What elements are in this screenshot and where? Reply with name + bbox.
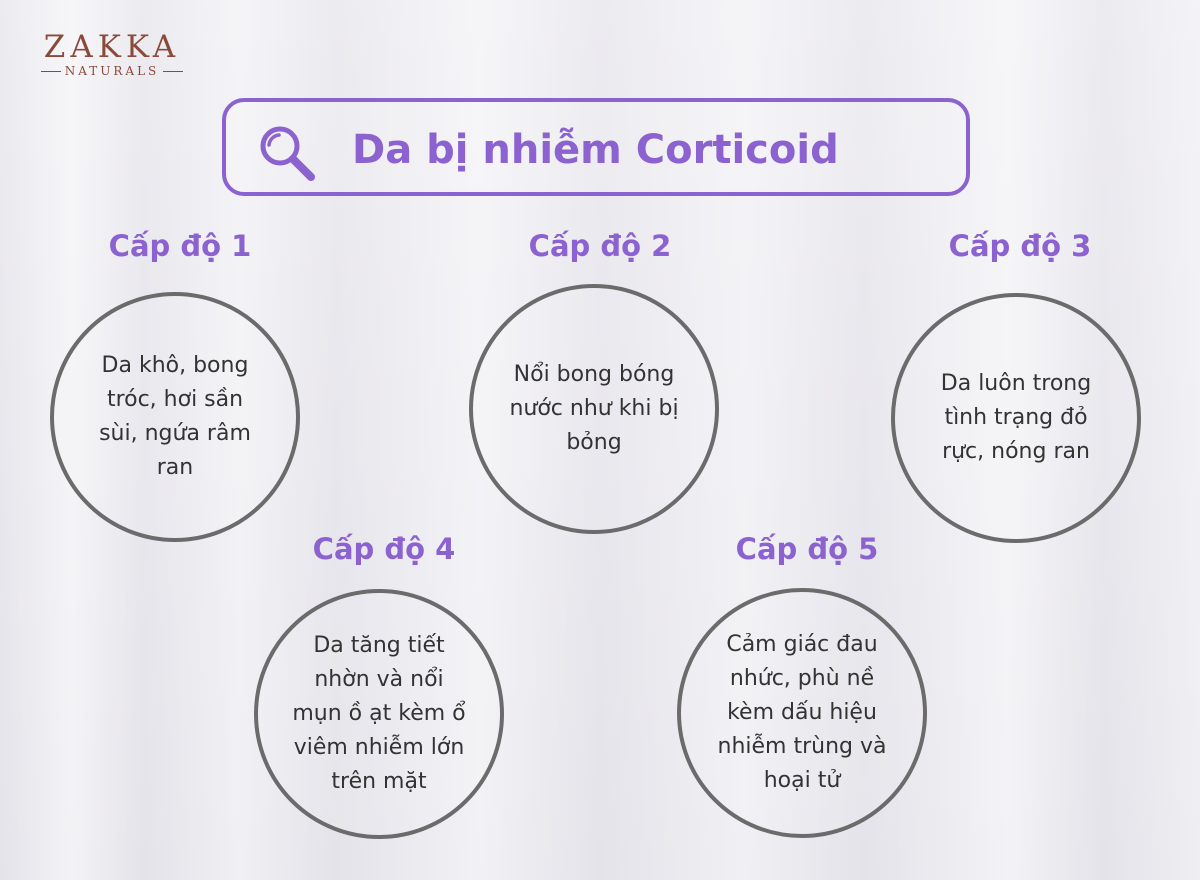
search-icon <box>256 122 318 184</box>
brand-logo <box>28 30 196 78</box>
brand-name: ZAKKA <box>43 29 181 65</box>
level-1-label: Cấp độ 1 <box>108 229 252 263</box>
level-5-label: Cấp độ 5 <box>735 532 879 566</box>
level-4-circle <box>254 589 504 839</box>
level-5-circle <box>677 588 927 838</box>
level-5-description: Cảm giác đau nhức, phù nề kèm dấu hiệu nhiễm trùng và hoại tử <box>717 632 887 793</box>
level-2-circle <box>469 284 719 534</box>
level-2-description: Nổi bong bóng nước như khi bị bỏng <box>509 362 679 455</box>
level-4-description: Da tăng tiết nhờn và nổi mụn ồ ạt kèm ổ viêm nhiễm lớn trên mặt <box>292 633 466 794</box>
level-4-label: Cấp độ 4 <box>312 532 456 566</box>
level-1-circle <box>50 292 300 542</box>
brand-subtitle: NATURALS <box>64 64 160 78</box>
level-3-label: Cấp độ 3 <box>948 229 1092 263</box>
page-title: Da bị nhiễm Corticoid <box>352 127 839 173</box>
title-banner <box>222 98 970 196</box>
level-3-circle <box>891 293 1141 543</box>
brand-divider-right <box>163 71 183 72</box>
brand-subtitle-row <box>28 64 196 78</box>
level-3-description: Da luôn trong tình trạng đỏ rực, nóng ran <box>940 371 1092 464</box>
level-1-description: Da khô, bong tróc, hơi sần sùi, ngứa râm ran <box>99 353 251 480</box>
brand-divider-left <box>41 71 61 72</box>
level-2-label: Cấp độ 2 <box>528 229 672 263</box>
